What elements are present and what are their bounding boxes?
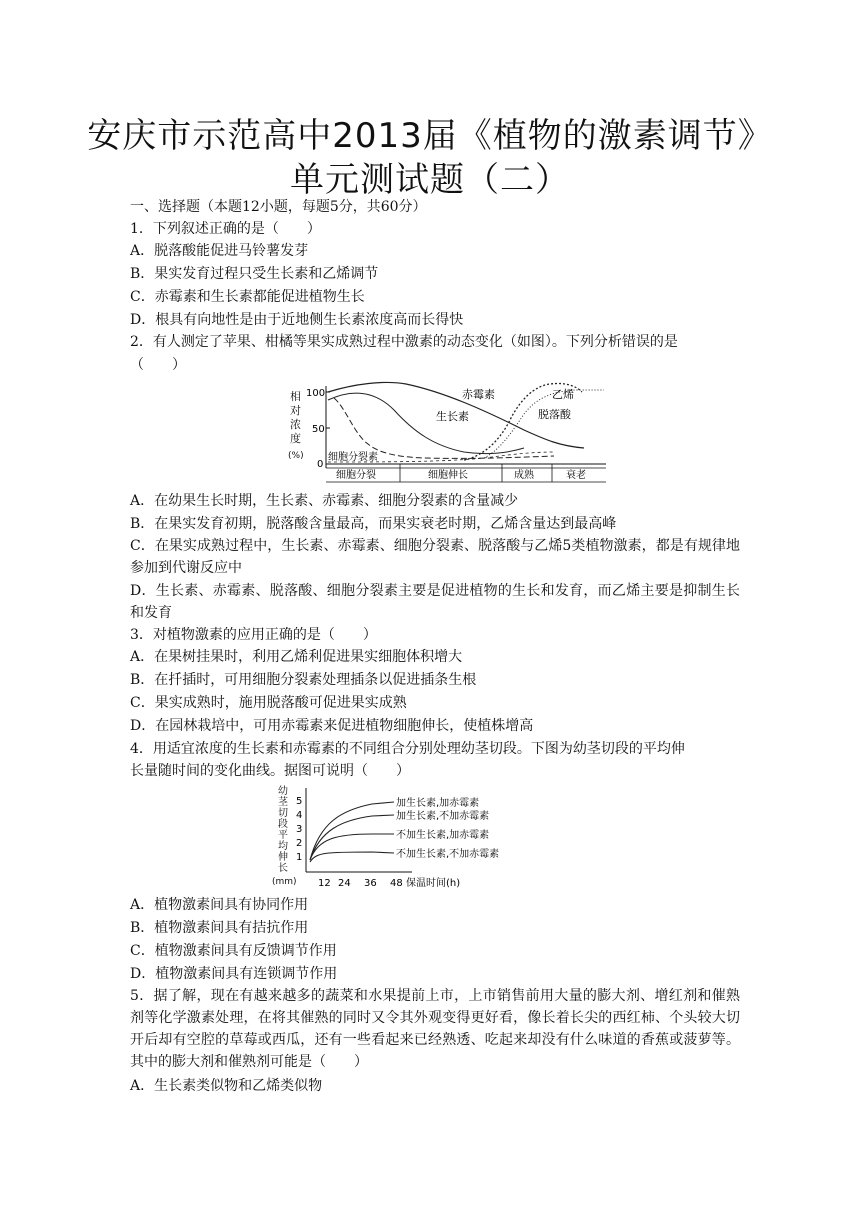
question-2-stem-bracket: （ ） [130, 357, 186, 373]
figure-2-xlabel: 保温时间(h) [406, 878, 461, 889]
question-3-option-b: B．在扦插时，可用细胞分裂素处理插条以促进插条生根 [130, 672, 477, 688]
figure-2-curve-label-1: 加生长素,加赤霉素 [396, 798, 480, 809]
figure-1-label-aba: 脱落酸 [538, 408, 571, 421]
question-1-stem: 1．下列叙述正确的是（ ） [130, 221, 321, 237]
curve-no-hormone [310, 852, 394, 862]
svg-text:度: 度 [290, 432, 301, 445]
svg-text:均: 均 [278, 841, 288, 852]
figure-1-label-ethylene: 乙烯 [552, 388, 574, 401]
curve-auxin-only [310, 815, 394, 860]
question-5-stem: 5．据了解，现在有越来越多的蔬菜和水果提前上市，上市销售前用大量的膨大剂、增红剂和催熟剂等化学激素处理，在将其催熟的同时又令其外观变得更好看，像长着长尖的西红柿、个头较大切开后却有空腔的草莓或西瓜，还有一些看起来已经熟透、吃起来却没有什么味道的香蕉或菠萝等。其中的膨大剂和催熟剂可能是（ ） [130, 988, 740, 1070]
question-2-option-c: C．在果实成熟过程中，生长素、赤霉素、细胞分裂素、脱落酸与乙烯5类植物激素，都是有规律地参加到代谢反应中 [130, 538, 740, 576]
question-5-option-a: A．生长素类似物和乙烯类似物 [130, 1078, 323, 1094]
question-2-option-a: A．在幼果生长时期，生长素、赤霉素、细胞分裂素的含量减少 [130, 493, 519, 509]
question-2-option-d: D．生长素、赤霉素、脱落酸、细胞分裂素主要是促进植物的生长和发育，而乙烯主要是抑制生长和发育 [130, 583, 740, 621]
svg-text:平: 平 [278, 830, 288, 841]
section-heading: 一、选择题（本题12小题，每题5分，共60分） [130, 199, 427, 215]
curve-auxin-gibberellin [310, 802, 394, 860]
hormone-concentration-figure [284, 378, 614, 488]
figure-1-label-cytokinin: 细胞分裂素 [328, 452, 378, 463]
question-4-option-c: C．植物激素间具有反馈调节作用 [130, 943, 337, 959]
question-1-option-a: A．脱落酸能促进马铃薯发芽 [130, 243, 309, 259]
question-1-option-c: C．赤霉素和生长素都能促进植物生长 [130, 289, 365, 305]
question-3-option-a: A．在果树挂果时，利用乙烯利促进果实细胞体积增大 [130, 649, 463, 665]
figure-1-stage-4: 衰老 [566, 470, 586, 481]
figure-2-curve-label-4: 不加生长素,不加赤霉素 [396, 849, 500, 860]
question-4-stem-continued: 长量随时间的变化曲线。据图可说明（ ） [130, 763, 410, 779]
document-title-line-2: 单元测试题（二） [290, 160, 570, 200]
svg-text:伸: 伸 [278, 852, 288, 863]
svg-text:长: 长 [278, 863, 288, 874]
svg-text:幼: 幼 [278, 786, 288, 797]
figure-1-stage-1: 细胞分裂 [336, 470, 376, 481]
figure-1-stage-2: 细胞伸长 [428, 470, 468, 481]
figure-1-label-auxin: 生长素 [436, 410, 469, 423]
svg-text:对: 对 [290, 404, 301, 417]
question-4-option-b: B．植物激素间具有拮抗作用 [130, 920, 309, 936]
figure-2-xtick-24: 24 [338, 878, 351, 889]
question-3-stem: 3．对植物激素的应用正确的是（ ） [130, 627, 377, 643]
question-2-stem: 2．有人测定了苹果、柑橘等果实成熟过程中激素的动态变化（如图）。下列分析错误的是 [130, 334, 678, 350]
figure-2-xtick-36: 36 [364, 878, 377, 889]
figure-1-ytick-50: 50 [312, 424, 325, 435]
figure-2-ytick-1: 1 [296, 852, 303, 863]
question-1-option-b: B．果实发育过程只受生长素和乙烯调节 [130, 266, 379, 282]
figure-1-label-gibberellin: 赤霉素 [462, 388, 495, 401]
figure-1-ytick-0: 0 [317, 459, 324, 470]
figure-2-ytick-5: 5 [296, 796, 303, 807]
question-1-option-d: D．根具有向地性是由于近地侧生长素浓度高而长得快 [130, 312, 464, 328]
question-4-stem: 4．用适宜浓度的生长素和赤霉素的不同组合分别处理幼茎切段。下图为幼茎切段的平均伸 [130, 741, 685, 757]
svg-text:段: 段 [278, 819, 288, 830]
svg-text:茎: 茎 [278, 797, 288, 808]
question-2-option-b: B．在果实发育初期，脱落酸含量最高，而果实衰老时期，乙烯含量达到最高峰 [130, 516, 617, 532]
svg-text:相: 相 [290, 390, 301, 403]
question-4-option-d: D．植物激素间具有连锁调节作用 [130, 966, 338, 982]
stem-elongation-figure [272, 782, 512, 892]
figure-2-ylabel [272, 784, 297, 887]
svg-text:(mm): (mm) [272, 877, 297, 887]
figure-1-ytick-100: 100 [306, 388, 326, 399]
question-4-option-a: A．植物激素间具有协同作用 [130, 897, 309, 913]
figure-1-ylabel [288, 389, 304, 461]
document-title-line-1: 安庆市示范高中2013届《植物的激素调节》 [87, 116, 773, 156]
svg-text:切: 切 [278, 808, 288, 819]
figure-2-xtick-12: 12 [318, 878, 331, 889]
figure-2-ytick-4: 4 [296, 810, 303, 821]
svg-text:(%): (%) [288, 451, 304, 461]
question-3-option-c: C．果实成熟时，施用脱落酸可促进果实成熟 [130, 695, 407, 711]
auxin-curve [328, 393, 524, 453]
figure-2-ytick-2: 2 [296, 838, 303, 849]
figure-2-curve-label-3: 不加生长素,加赤霉素 [396, 830, 490, 841]
figure-2-ytick-3: 3 [296, 824, 303, 835]
figure-2-curve-label-2: 加生长素,不加赤霉素 [396, 811, 490, 822]
question-3-option-d: D．在园林栽培中，可用赤霉素来促进植物细胞伸长，使植株增高 [130, 718, 534, 734]
aba-curve [484, 390, 604, 458]
figure-1-stage-3: 成熟 [514, 470, 534, 481]
svg-text:浓: 浓 [290, 418, 301, 431]
figure-2-xtick-48: 48 [390, 878, 403, 889]
